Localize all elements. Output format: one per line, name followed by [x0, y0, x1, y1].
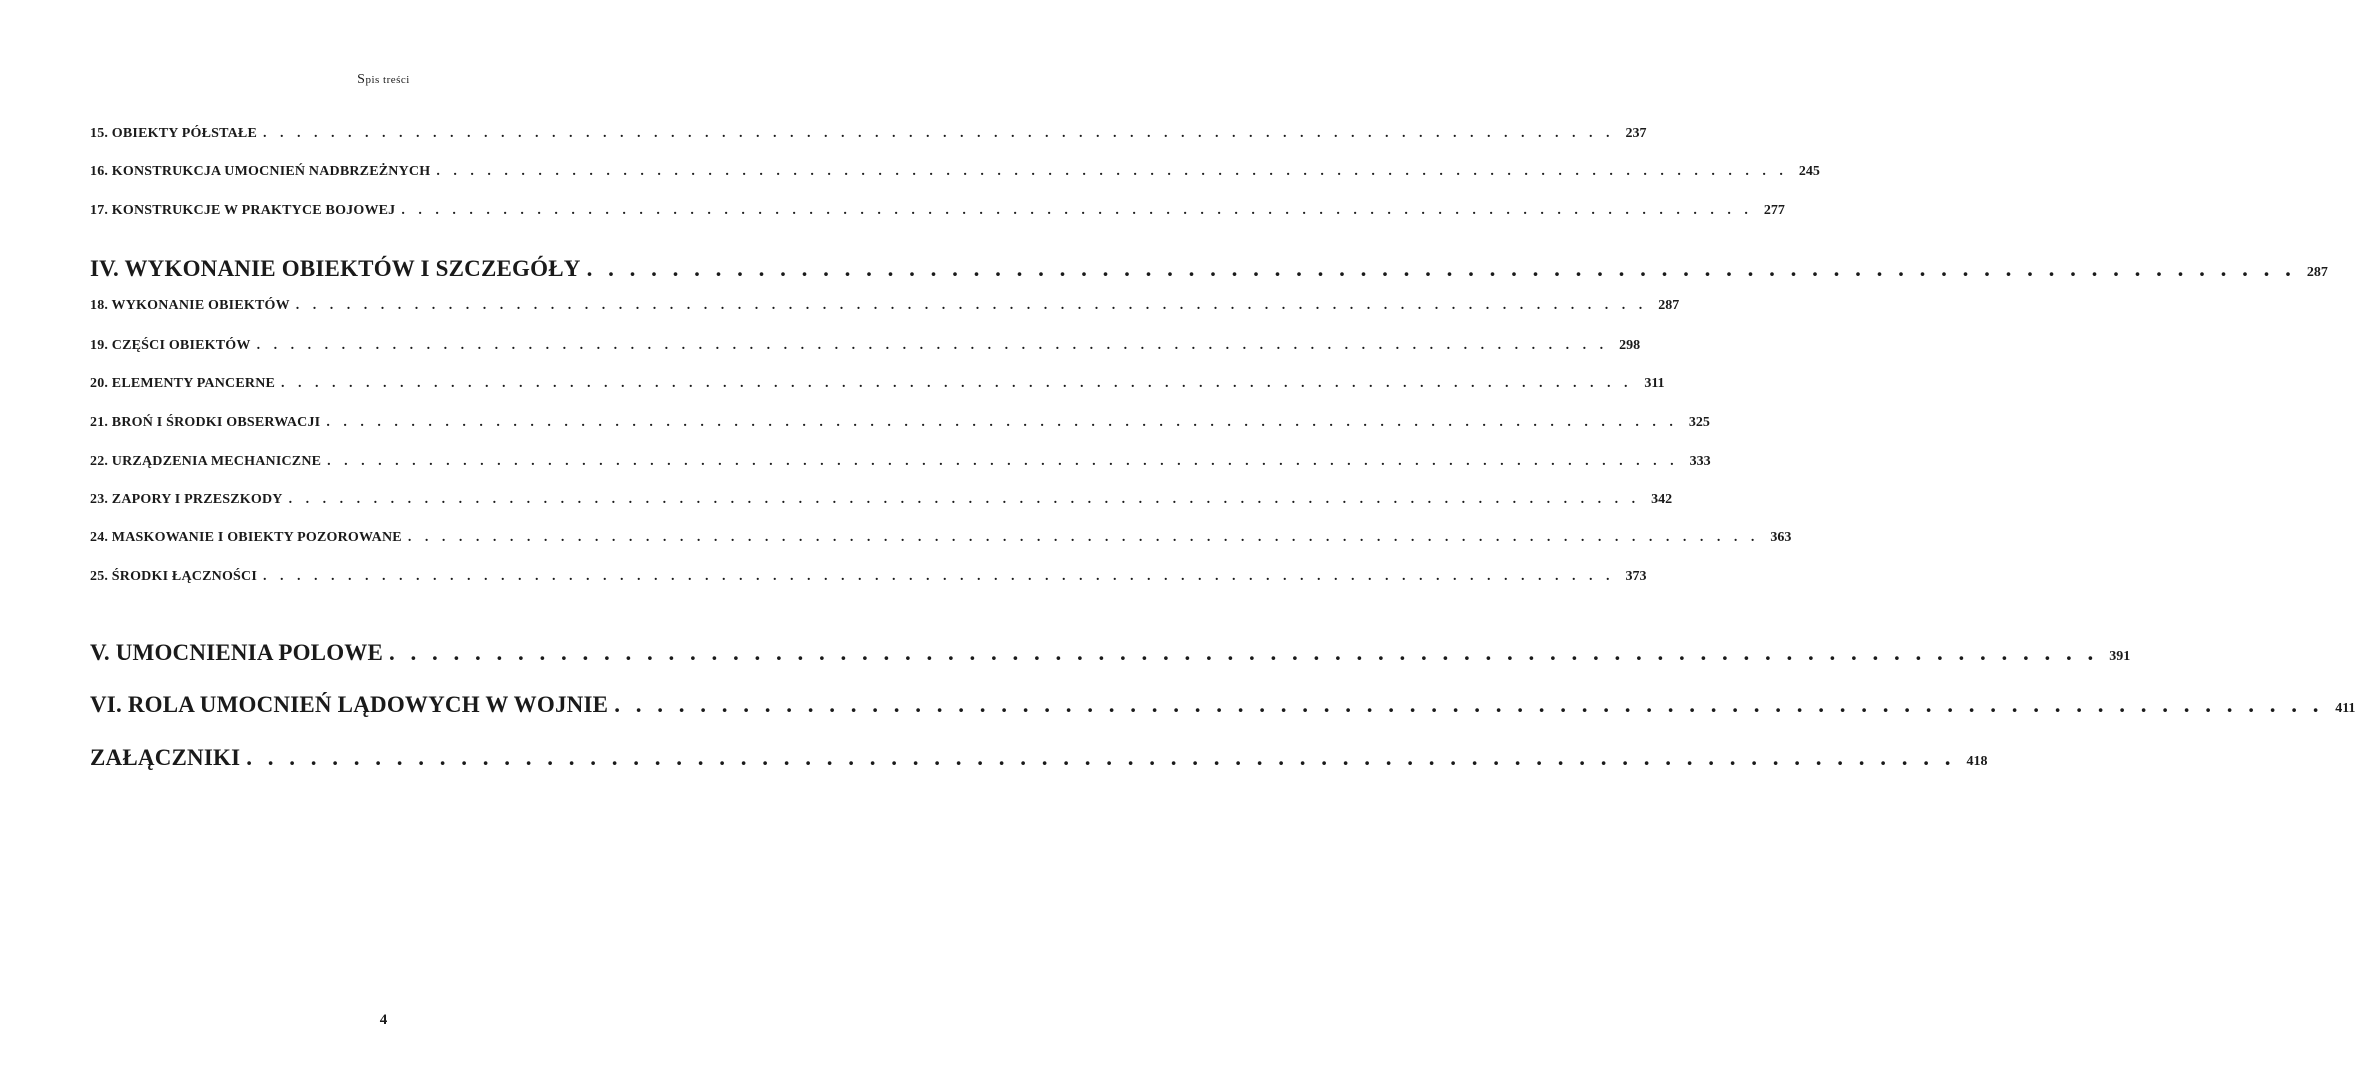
- toc-entry: [90, 692, 2355, 722]
- page-number: 4: [379, 1012, 388, 1028]
- toc-entry-page: 311: [1644, 376, 1665, 391]
- toc-entry: [90, 454, 1711, 474]
- toc-leader-dots: . . . . . . . . . . . . . . . . . . . . . . . . . . . . . . . . . . . . . . . . . . . . . . . . . . . . . . . . . . . . . . . . . . . . . . . . . . . . . . . .: [246, 745, 1956, 770]
- toc-leader-dots: . . . . . . . . . . . . . . . . . . . . . . . . . . . . . . . . . . . . . . . . . . . . . . . . . . . . . . . . . . . . . . . . . . . . . . . . . . . . . . . .: [401, 203, 1753, 218]
- toc-leader-dots: . . . . . . . . . . . . . . . . . . . . . . . . . . . . . . . . . . . . . . . . . . . . . . . . . . . . . . . . . . . . . . . . . . . . . . . . . . . . . . . .: [327, 454, 1679, 469]
- toc-entry-title: 22. URZĄDZENIA MECHANICZNE: [90, 454, 322, 469]
- toc-leader-dots: . . . . . . . . . . . . . . . . . . . . . . . . . . . . . . . . . . . . . . . . . . . . . . . . . . . . . . . . . . . . . . . . . . . . . . . . . . . . . . . .: [256, 338, 1609, 353]
- toc-entry: [90, 640, 2131, 670]
- toc-leader-dots: . . . . . . . . . . . . . . . . . . . . . . . . . . . . . . . . . . . . . . . . . . . . . . . . . . . . . . . . . . . . . . . . . . . . . . . . . . . . . . . .: [436, 164, 1788, 179]
- toc-entry: [90, 126, 1647, 146]
- toc-entry-page: 245: [1798, 164, 1820, 179]
- toc-entry-title: 25. ŚRODKI ŁĄCZNOŚCI: [90, 569, 257, 584]
- toc-entry-page: 333: [1689, 454, 1711, 469]
- toc-entry-page: 237: [1625, 126, 1647, 141]
- toc-entry-page: 411: [2335, 701, 2355, 716]
- toc-leader-dots: . . . . . . . . . . . . . . . . . . . . . . . . . . . . . . . . . . . . . . . . . . . . . . . . . . . . . . . . . . . . . . . . . . . . . . . . . . . . . . . .: [262, 569, 1615, 584]
- toc-entry-title: 18. WYKONANIE OBIEKTÓW: [90, 298, 290, 313]
- toc-entry-title: 23. ZAPORY I PRZESZKODY: [90, 492, 283, 507]
- toc-entry-page: 342: [1651, 492, 1673, 507]
- toc-entry-title: ZAŁĄCZNIKI: [90, 745, 241, 770]
- toc-leader-dots: . . . . . . . . . . . . . . . . . . . . . . . . . . . . . . . . . . . . . . . . . . . . . . . . . . . . . . . . . . . . . . . . . . . . . . . . . . . . . . . .: [586, 256, 2296, 281]
- toc-leader-dots: . . . . . . . . . . . . . . . . . . . . . . . . . . . . . . . . . . . . . . . . . . . . . . . . . . . . . . . . . . . . . . . . . . . . . . . . . . . . . . . .: [288, 492, 1641, 507]
- toc-entry-title: 20. ELEMENTY PANCERNE: [90, 376, 276, 391]
- toc-entry: [90, 530, 1792, 550]
- toc-entry-page: 277: [1763, 203, 1785, 218]
- toc-entry: [90, 338, 1641, 358]
- toc-leader-dots: . . . . . . . . . . . . . . . . . . . . . . . . . . . . . . . . . . . . . . . . . . . . . . . . . . . . . . . . . . . . . . . . . . . . . . . . . . . . . . . .: [614, 692, 2324, 717]
- toc-entry-title: VI. ROLA UMOCNIEŃ LĄDOWYCH W WOJNIE: [90, 692, 609, 717]
- toc-leader-dots: . . . . . . . . . . . . . . . . . . . . . . . . . . . . . . . . . . . . . . . . . . . . . . . . . . . . . . . . . . . . . . . . . . . . . . . . . . . . . . . .: [295, 298, 1648, 313]
- toc-entry-title: 19. CZĘŚCI OBIEKTÓW: [90, 338, 251, 353]
- toc-entry-page: 373: [1625, 569, 1647, 584]
- toc-entry: [90, 745, 1988, 775]
- toc-leader-dots: . . . . . . . . . . . . . . . . . . . . . . . . . . . . . . . . . . . . . . . . . . . . . . . . . . . . . . . . . . . . . . . . . . . . . . . . . . . . . . . .: [326, 415, 1678, 430]
- toc-leader-dots: . . . . . . . . . . . . . . . . . . . . . . . . . . . . . . . . . . . . . . . . . . . . . . . . . . . . . . . . . . . . . . . . . . . . . . . . . . . . . . . .: [281, 376, 1633, 391]
- toc-entry: [90, 298, 1680, 318]
- toc-entry-page: 363: [1770, 530, 1792, 545]
- toc-leader-dots: . . . . . . . . . . . . . . . . . . . . . . . . . . . . . . . . . . . . . . . . . . . . . . . . . . . . . . . . . . . . . . . . . . . . . . . . . . . . . . . .: [262, 126, 1615, 141]
- toc-entry: [90, 256, 2328, 286]
- toc-entry-title: 24. MASKOWANIE I OBIEKTY POZOROWANE: [90, 530, 402, 545]
- toc-entry-page: 325: [1688, 415, 1710, 430]
- toc-entry: [90, 415, 1710, 435]
- running-head-initial: S: [357, 72, 366, 87]
- toc-entry: [90, 492, 1673, 512]
- toc-leader-dots: . . . . . . . . . . . . . . . . . . . . . . . . . . . . . . . . . . . . . . . . . . . . . . . . . . . . . . . . . . . . . . . . . . . . . . . . . . . . . . . .: [389, 640, 2099, 665]
- toc-entry-title: 15. OBIEKTY PÓŁSTAŁE: [90, 126, 257, 141]
- toc-entry-title: 17. KONSTRUKCJE W PRAKTYCE BOJOWEJ: [90, 203, 396, 218]
- toc-entry-page: 287: [2306, 265, 2328, 280]
- running-head: [0, 72, 767, 88]
- toc-entry-page: 418: [1966, 754, 1988, 769]
- toc-entry-page: 287: [1658, 298, 1680, 313]
- toc-entry: [90, 376, 1665, 396]
- toc-entry: [90, 203, 1785, 223]
- toc-entry-page: 298: [1619, 338, 1641, 353]
- toc-entry-title: 21. BROŃ I ŚRODKI OBSERWACJI: [90, 415, 321, 430]
- toc-entry-title: V. UMOCNIENIA POLOWE: [90, 640, 384, 665]
- toc-entry: [90, 569, 1647, 589]
- running-head-rest: pis treści: [365, 74, 410, 86]
- toc-entry: [90, 164, 1820, 184]
- toc-entry-page: 391: [2109, 649, 2131, 664]
- toc-entry-title: 16. KONSTRUKCJA UMOCNIEŃ NADBRZEŻNYCH: [90, 164, 431, 179]
- toc-entry-title: IV. WYKONANIE OBIEKTÓW I SZCZEGÓŁY: [90, 256, 581, 281]
- toc-leader-dots: . . . . . . . . . . . . . . . . . . . . . . . . . . . . . . . . . . . . . . . . . . . . . . . . . . . . . . . . . . . . . . . . . . . . . . . . . . . . . . . .: [407, 530, 1760, 545]
